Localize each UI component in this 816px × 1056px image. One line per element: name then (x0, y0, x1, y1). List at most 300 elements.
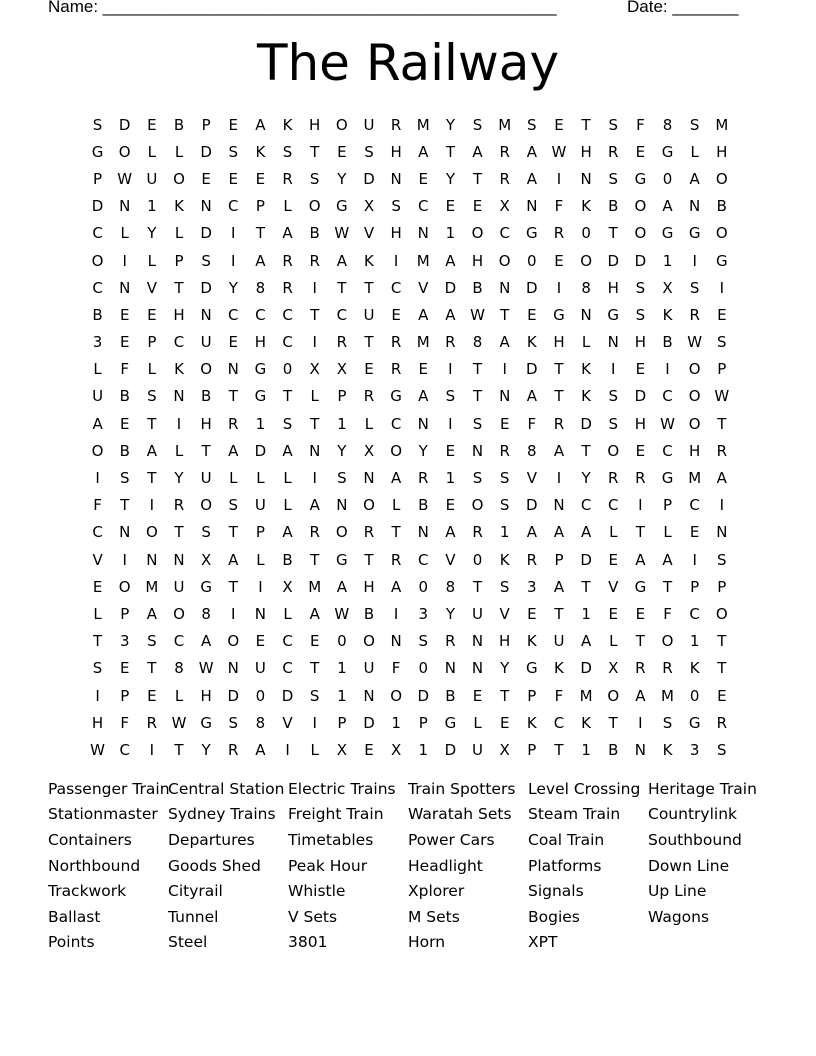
grid-cell: N (634, 740, 646, 759)
grid-cell: A (146, 441, 157, 460)
grid-cell: O (91, 251, 104, 270)
grid-cell: T (581, 115, 591, 134)
grid-cell: T (364, 278, 374, 297)
grid-cell: L (256, 469, 265, 488)
grid-cell: S (92, 115, 103, 134)
grid-cell: 8 (581, 278, 591, 297)
grid-cell: A (580, 523, 592, 542)
grid-cell: C (608, 496, 619, 515)
grid-cell: S (228, 142, 239, 161)
grid-cell: K (581, 197, 592, 216)
grid-cell: K (662, 740, 673, 759)
grid-cell: R (309, 523, 320, 542)
grid-cell: N (716, 523, 728, 542)
grid-cell: I (556, 278, 562, 297)
grid-cell: R (146, 713, 158, 732)
grid-cell: T (120, 496, 130, 515)
grid-cell: D (281, 686, 294, 705)
grid-cell: S (608, 414, 618, 433)
grid-cell: N (417, 224, 429, 243)
grid-cell: N (499, 278, 511, 297)
grid-cell: 1 (445, 469, 456, 488)
grid-cell: X (608, 659, 619, 678)
grid-cell: K (554, 659, 564, 678)
grid-cell: X (336, 740, 347, 759)
grid-cell: V (526, 469, 537, 488)
grid-cell: I (556, 469, 562, 488)
grid-cell: A (689, 169, 700, 188)
grid-cell: D (227, 686, 240, 705)
grid-cell: I (719, 496, 725, 515)
word-list-item: Bogies (528, 907, 580, 926)
grid-cell: D (200, 142, 212, 161)
grid-row (84, 383, 736, 410)
grid-cell: 0 (255, 686, 266, 705)
grid-cell: N (553, 496, 565, 515)
grid-cell: I (692, 550, 697, 569)
grid-cell: W (198, 659, 214, 678)
grid-cell: N (580, 305, 592, 324)
grid-cell: M (145, 577, 159, 596)
grid-cell: K (174, 360, 184, 379)
grid-cell: P (120, 604, 130, 623)
grid-cell: R (499, 169, 510, 188)
grid-cell: T (554, 387, 564, 406)
grid-cell: R (228, 740, 239, 759)
grid-cell: S (282, 142, 293, 161)
grid-cell: T (92, 632, 103, 651)
grid-cell: E (689, 523, 700, 542)
grid-cell: A (418, 387, 429, 406)
grid-cell: U (472, 604, 484, 623)
grid-cell: C (662, 441, 673, 460)
grid-cell: A (390, 469, 402, 488)
grid-cell: A (635, 686, 646, 705)
grid-cell: A (309, 496, 320, 515)
grid-cell: T (364, 550, 374, 569)
grid-cell: S (391, 197, 401, 216)
grid-cell: L (310, 387, 319, 406)
grid-cell: O (91, 441, 104, 460)
grid-cell: H (200, 686, 212, 705)
grid-cell: N (119, 523, 131, 542)
grid-cell: D (634, 387, 647, 406)
grid-cell: C (499, 224, 510, 243)
grid-cell: L (310, 740, 319, 759)
grid-cell: N (689, 197, 701, 216)
grid-cell: I (95, 686, 100, 705)
grid-cell: M (715, 115, 729, 134)
grid-cell: G (607, 305, 620, 324)
grid-cell: H (607, 278, 619, 297)
grid-row (84, 736, 736, 763)
word-list-item: Platforms (528, 856, 602, 875)
grid-cell: A (255, 740, 266, 759)
word-list-item: Timetables (288, 830, 374, 849)
grid-cell: R (445, 333, 456, 352)
grid-cell: U (363, 115, 375, 134)
grid-cell: E (255, 169, 266, 188)
grid-cell: R (553, 414, 565, 433)
grid-cell: T (472, 360, 483, 379)
grid-cell: B (445, 686, 456, 705)
grid-cell: T (147, 659, 157, 678)
grid-row (84, 138, 736, 165)
grid-cell: T (174, 278, 184, 297)
grid-cell: N (119, 278, 131, 297)
grid-row (84, 600, 736, 627)
grid-cell: L (283, 197, 292, 216)
grid-cell: H (254, 333, 267, 352)
grid-cell: E (391, 305, 401, 324)
grid-cell: M (416, 251, 430, 270)
grid-cell: W (687, 333, 703, 352)
word-list-row (48, 930, 768, 956)
grid-cell: R (390, 360, 402, 379)
grid-cell: K (364, 251, 374, 270)
grid-cell: N (471, 632, 484, 651)
grid-cell: B (608, 197, 619, 216)
word-list-item: Sydney Trains (168, 805, 276, 824)
grid-cell: K (174, 197, 184, 216)
grid-cell: S (147, 632, 157, 651)
grid-cell: 3 (527, 577, 537, 596)
grid-cell: Y (337, 169, 347, 188)
grid-cell: L (174, 441, 184, 460)
grid-cell: T (310, 305, 320, 324)
grid-cell: O (688, 414, 701, 433)
grid-cell: O (688, 360, 701, 379)
grid-cell: E (147, 115, 157, 134)
grid-cell: S (147, 387, 157, 406)
grid-cell: W (117, 169, 133, 188)
grid-cell: 8 (255, 713, 266, 732)
grid-cell: E (472, 197, 483, 216)
grid-cell: P (93, 169, 103, 188)
word-list-item: Central Station (168, 779, 285, 798)
grid-cell: X (499, 197, 510, 216)
grid-cell: L (283, 604, 292, 623)
grid-cell: B (173, 115, 185, 134)
grid-cell: L (229, 469, 238, 488)
grid-cell: H (200, 414, 212, 433)
grid-cell: R (689, 305, 700, 324)
grid-cell: K (282, 115, 293, 134)
grid-cell: E (527, 305, 537, 324)
grid-cell: T (554, 740, 564, 759)
grid-cell: K (581, 387, 592, 406)
grid-cell: M (688, 469, 702, 488)
grid-cell: C (92, 224, 103, 243)
grid-cell: K (526, 632, 537, 651)
grid-cell: E (499, 713, 510, 732)
grid-cell: F (391, 659, 401, 678)
grid-cell: C (282, 632, 293, 651)
grid-cell: N (336, 496, 348, 515)
grid-cell: I (312, 713, 317, 732)
grid-cell: S (418, 632, 429, 651)
grid-row (84, 437, 736, 464)
grid-cell: C (255, 305, 266, 324)
grid-cell: S (608, 115, 618, 134)
grid-cell: X (200, 550, 212, 569)
grid-cell: R (173, 496, 185, 515)
grid-cell: S (201, 251, 211, 270)
grid-cell: H (91, 713, 104, 732)
grid-cell: H (580, 142, 592, 161)
grid-cell: N (200, 305, 212, 324)
word-list-item: XPT (528, 933, 558, 952)
grid-cell: W (334, 224, 350, 243)
grid-cell: I (448, 360, 453, 379)
grid-cell: A (445, 305, 456, 324)
grid-cell: H (390, 142, 402, 161)
grid-cell: H (634, 414, 647, 433)
grid-cell: L (147, 360, 157, 379)
word-list (48, 776, 768, 955)
grid-cell: A (662, 197, 673, 216)
grid-cell: 0 (337, 632, 347, 651)
grid-cell: W (90, 740, 105, 759)
grid-cell: I (393, 604, 399, 623)
grid-cell: I (556, 169, 562, 188)
grid-cell: T (472, 387, 483, 406)
grid-cell: R (608, 469, 619, 488)
grid-cell: Y (228, 278, 238, 297)
grid-cell: A (390, 577, 402, 596)
word-list-row (48, 802, 768, 828)
grid-cell: K (526, 333, 537, 352)
grid-cell: E (364, 360, 374, 379)
grid-cell: S (527, 115, 537, 134)
grid-cell: 1 (418, 740, 429, 759)
grid-cell: A (201, 632, 212, 651)
grid-cell: 0 (472, 550, 483, 569)
grid-cell: O (661, 632, 674, 651)
grid-cell: W (334, 604, 350, 623)
word-list-item: Goods Shed (168, 856, 261, 875)
grid-cell: R (336, 333, 348, 352)
grid-cell: 1 (662, 251, 673, 270)
grid-cell: R (309, 251, 320, 270)
grid-cell: E (527, 604, 537, 623)
grid-cell: O (580, 251, 592, 270)
word-list-item: Horn (408, 933, 446, 952)
grid-cell: A (553, 441, 565, 460)
grid-cell: R (282, 169, 293, 188)
grid-cell: L (174, 142, 184, 161)
grid-cell: A (553, 523, 565, 542)
grid-cell: R (363, 387, 375, 406)
grid-cell: L (690, 142, 699, 161)
grid-cell: R (363, 523, 375, 542)
grid-cell: 8 (201, 604, 211, 623)
grid-cell: G (634, 577, 647, 596)
grid-cell: I (502, 360, 507, 379)
grid-cell: C (282, 305, 293, 324)
grid-cell: S (499, 496, 510, 515)
grid-cell: H (689, 441, 701, 460)
grid-cell: A (635, 550, 646, 569)
grid-cell: K (662, 305, 673, 324)
grid-row (84, 709, 736, 736)
word-list-item: Level Crossing (528, 779, 641, 798)
grid-cell: N (499, 387, 511, 406)
grid-cell: V (146, 278, 157, 297)
grid-cell: E (717, 305, 727, 324)
grid-cell: S (635, 278, 646, 297)
grid-cell: G (715, 251, 728, 270)
grid-cell: O (607, 686, 620, 705)
grid-cell: Y (500, 659, 510, 678)
grid-cell: M (416, 333, 430, 352)
grid-cell: E (147, 686, 157, 705)
grid-cell: W (714, 387, 730, 406)
grid-cell: G (336, 197, 348, 216)
grid-cell: I (122, 550, 127, 569)
grid-row (84, 356, 736, 383)
grid-cell: G (254, 387, 267, 406)
grid-cell: G (634, 169, 647, 188)
grid-cell: L (120, 224, 129, 243)
grid-cell: L (93, 360, 102, 379)
grid-cell: N (227, 659, 239, 678)
grid-cell: S (499, 577, 510, 596)
grid-cell: E (499, 414, 510, 433)
grid-cell: U (363, 305, 375, 324)
grid-cell: V (445, 550, 456, 569)
grid-cell: 1 (499, 523, 510, 542)
grid-cell: C (228, 197, 239, 216)
grid-cell: 3 (418, 604, 429, 623)
word-list-item: Coal Train (528, 830, 605, 849)
grid-cell: S (472, 469, 483, 488)
grid-cell: A (255, 115, 266, 134)
grid-cell: K (581, 360, 592, 379)
grid-cell: G (526, 224, 538, 243)
grid-cell: 1 (147, 197, 157, 216)
grid-cell: 8 (255, 278, 266, 297)
grid-cell: U (173, 577, 185, 596)
grid-cell: F (554, 686, 564, 705)
grid-cell: I (312, 278, 317, 297)
grid-cell: K (689, 659, 700, 678)
grid-cell: 8 (527, 441, 537, 460)
grid-cell: P (147, 333, 157, 352)
grid-cell: N (471, 441, 484, 460)
grid-cell: E (717, 686, 727, 705)
grid-cell: L (147, 251, 157, 270)
grid-cell: D (200, 224, 212, 243)
grid-cell: L (174, 686, 184, 705)
grid-cell: O (227, 632, 240, 651)
grid-cell: D (580, 659, 592, 678)
grid-cell: A (228, 441, 239, 460)
grid-cell: F (554, 197, 564, 216)
grid-cell: D (526, 278, 538, 297)
word-list-item: Headlight (408, 856, 483, 875)
grid-cell: E (472, 686, 483, 705)
grid-cell: D (417, 686, 430, 705)
grid-cell: N (173, 550, 185, 569)
grid-cell: H (173, 305, 185, 324)
grid-cell: H (363, 577, 375, 596)
grid-cell: T (391, 523, 401, 542)
grid-cell: E (119, 659, 130, 678)
grid-cell: A (445, 523, 456, 542)
grid-cell: T (662, 577, 673, 596)
grid-cell: N (390, 632, 402, 651)
word-list-item: Cityrail (168, 882, 223, 901)
grid-cell: C (282, 659, 293, 678)
word-list-item: Waratah Sets (408, 805, 512, 824)
grid-cell: X (662, 278, 673, 297)
grid-cell: O (715, 169, 728, 188)
grid-cell: U (363, 659, 375, 678)
grid-cell: L (663, 523, 672, 542)
grid-cell: E (445, 197, 456, 216)
grid-cell: T (581, 577, 591, 596)
grid-cell: B (282, 550, 293, 569)
grid-row (84, 329, 736, 356)
grid-cell: A (526, 523, 537, 542)
grid-cell: C (662, 387, 673, 406)
grid-cell: E (337, 142, 347, 161)
grid-row (84, 682, 736, 709)
grid-cell: 1 (337, 686, 347, 705)
grid-cell: N (309, 441, 321, 460)
grid-cell: 0 (418, 659, 429, 678)
grid-cell: O (498, 251, 511, 270)
grid-cell: C (553, 713, 565, 732)
grid-cell: S (228, 713, 239, 732)
word-list-row (48, 904, 768, 930)
grid-cell: G (444, 713, 457, 732)
grid-cell: E (608, 550, 618, 569)
grid-cell: E (147, 305, 157, 324)
grid-cell: R (499, 142, 510, 161)
grid-cell: T (500, 686, 510, 705)
grid-cell: F (120, 713, 130, 732)
grid-cell: T (608, 713, 618, 732)
grid-cell: T (228, 387, 238, 406)
grid-cell: G (200, 713, 212, 732)
grid-cell: Y (147, 224, 157, 243)
grid-cell: S (717, 550, 727, 569)
grid-cell: I (719, 278, 725, 297)
grid-cell: I (231, 604, 236, 623)
grid-cell: D (200, 278, 212, 297)
grid-cell: D (580, 414, 592, 433)
grid-cell: S (499, 469, 510, 488)
grid-cell: U (92, 387, 104, 406)
grid-cell: R (418, 469, 429, 488)
grid-cell: S (635, 305, 646, 324)
grid-cell: T (337, 278, 347, 297)
grid-cell: S (472, 414, 483, 433)
grid-cell: C (119, 740, 130, 759)
grid-cell: P (255, 197, 265, 216)
word-list-item: Points (48, 933, 95, 952)
grid-cell: 3 (119, 632, 130, 651)
grid-cell: 0 (282, 360, 293, 379)
grid-cell: Y (445, 169, 455, 188)
grid-cell: E (228, 169, 239, 188)
grid-cell: O (390, 441, 403, 460)
grid-cell: G (254, 360, 267, 379)
word-list-item: Ballast (48, 907, 101, 926)
grid-cell: I (231, 251, 236, 270)
